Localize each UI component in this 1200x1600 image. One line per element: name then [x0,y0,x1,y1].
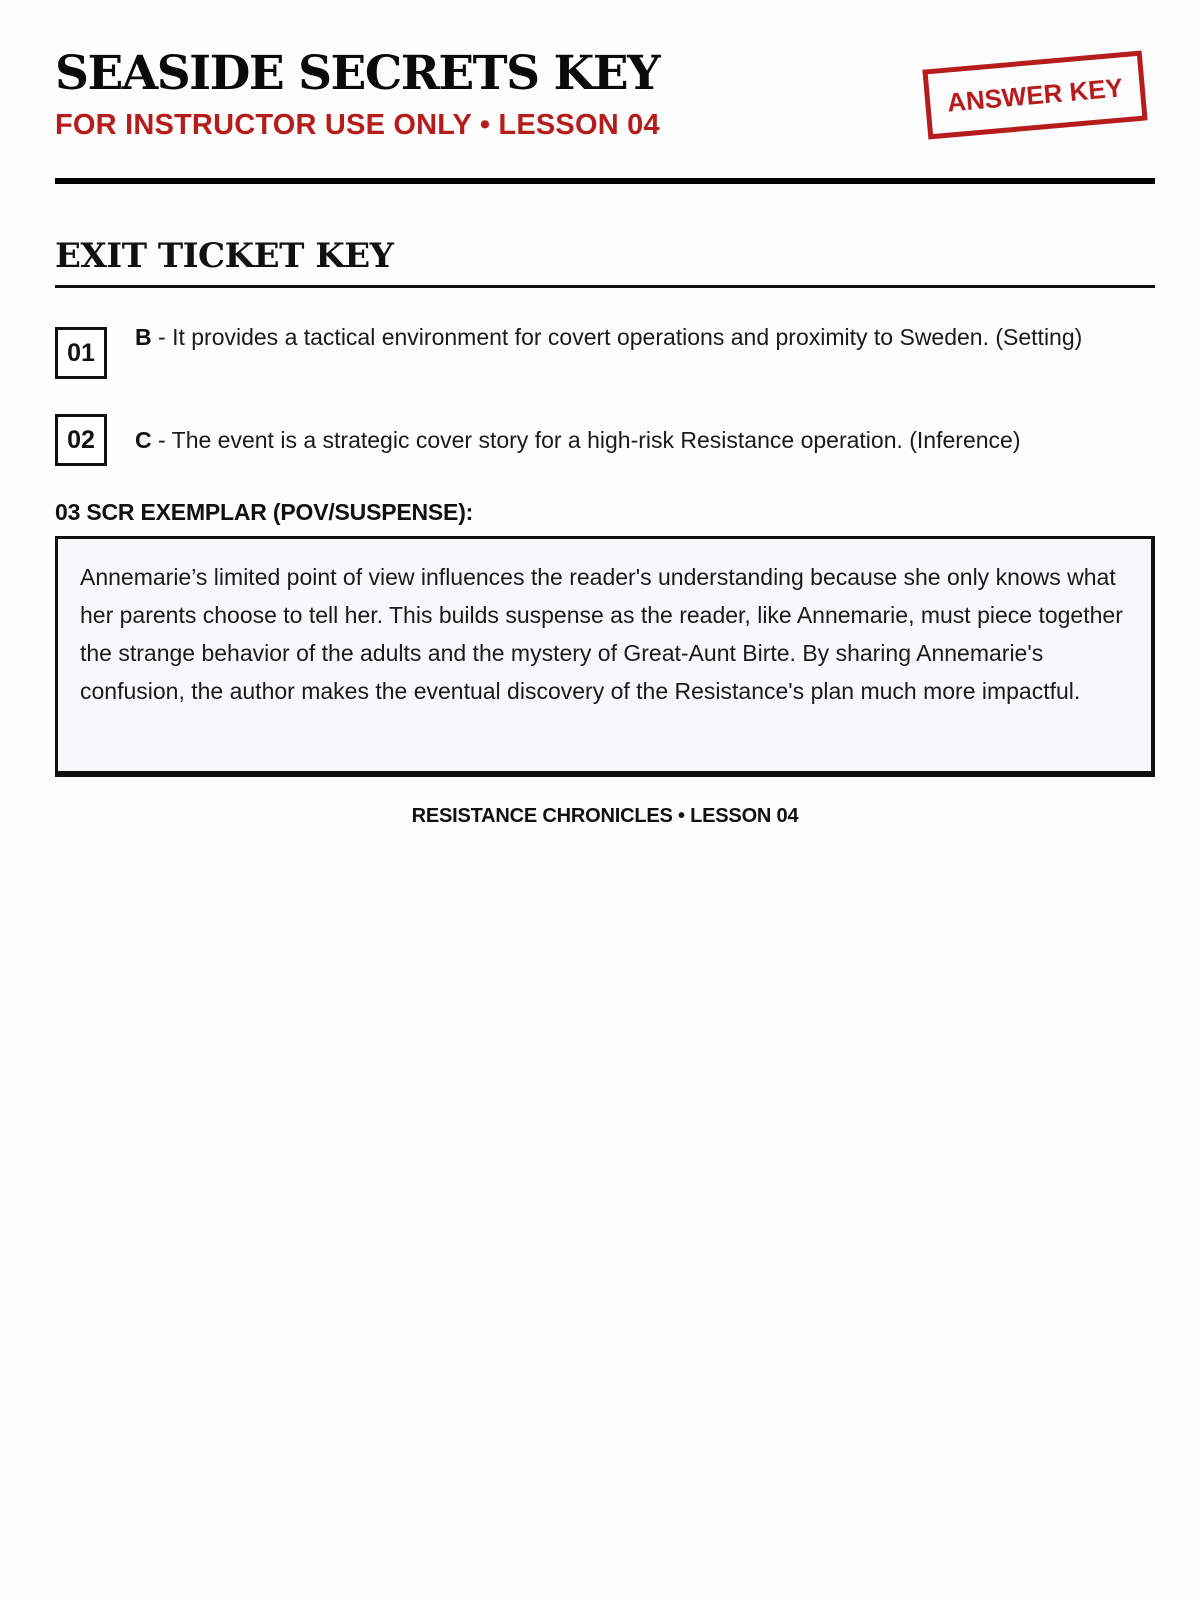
answer-key-stamp [922,51,1147,140]
answer-explanation: It provides a tactical environment for covert operations and proximity to Sweden. (Setting) [172,324,1083,350]
answer-letter: C [135,427,152,453]
answer-explanation: The event is a strategic cover story for a high-risk Resistance operation. (Inference) [171,427,1021,453]
question-number-badge: 02 [55,414,107,466]
answer-separator: - [151,427,172,453]
question-item [55,324,1155,379]
page-footer: RESISTANCE CHRONICLES • LESSON 04 [411,805,799,827]
question-number-badge: 01 [55,327,107,379]
page-title: SEASIDE SECRETS KEY [55,46,660,101]
page-subtitle: FOR INSTRUCTOR USE ONLY • LESSON 04 [55,109,660,141]
question-item [55,414,1155,466]
question-answer [135,423,1020,457]
answer-letter: B [135,324,152,350]
stamp-label: ANSWER KEY [945,71,1125,118]
answer-separator: - [151,324,173,350]
section-title: EXIT TICKET KEY [55,238,1155,288]
scr-exemplar-box [55,536,1155,777]
page-header [55,0,1155,184]
scr-exemplar-label: 03 SCR EXEMPLAR (POV/SUSPENSE): [55,499,474,525]
question-answer [135,320,1082,354]
answer-key-page [55,0,1155,827]
scr-exemplar-text: Annemarie’s limited point of view influences the reader's understanding because she only knows what her parents choose to tell her. This builds suspense as the reader, like Annemarie, must piece together the strange behavior of the adults and the mystery of Great-Aunt Birte. By sharing Annemarie's confusion, the author makes the eventual discovery of the Resistance's plan much more impactful. [80,564,1123,704]
